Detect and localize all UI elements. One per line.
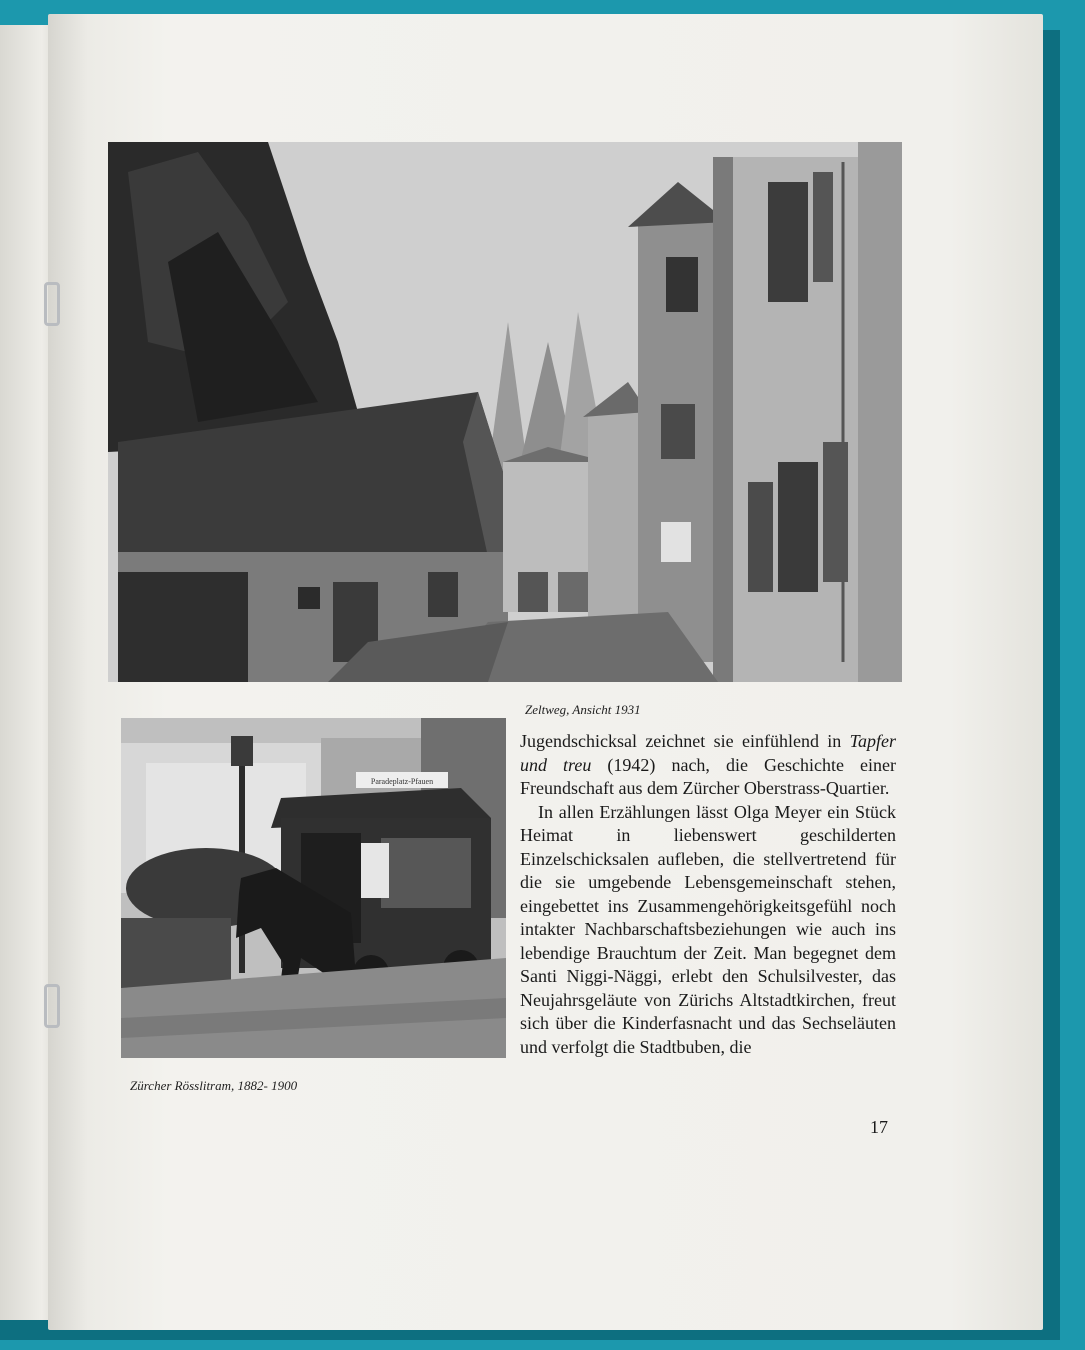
- page-number: 17: [870, 1117, 888, 1137]
- paragraph-1-lead: Jugendschicksal zeichnet sie einfühlend in: [520, 731, 850, 751]
- body-text: [520, 730, 896, 1059]
- book-title: Tapfer und treu: [520, 731, 896, 775]
- paragraph-1-rest: (1942) nach, die Geschichte einer Freundschaft aus dem Zürcher Oberstrass-Quartier.: [520, 754, 896, 798]
- tram-destination-sign: Paradeplatz-Pfauen: [370, 777, 434, 786]
- paragraph-1: [520, 730, 896, 801]
- horse-tram-photo: [121, 718, 506, 1058]
- staple-bottom: [44, 984, 60, 1028]
- staple-top: [44, 282, 60, 326]
- zeltweg-photo: [108, 142, 902, 682]
- paragraph-2: In allen Erzählungen lässt Olga Meyer ein Stück Heimat in liebenswert geschilderten Einzelschicksalen aufleben, die stellvertretend für die sie umgebende Lebensgemeinschaft stehen, eingebettet ins Zusammengehörigkeitsgefühl noch intakter Nachbarschaftsbeziehungen wie auch ins lebendige Brauchtum der Zeit. Man begegnet dem Santi Niggi-Näggi, erlebt den Schulsilvester, das Neujahrsgeläute von Zürichs Altstadtkirchen, freut sich über die Kinderfasnacht und das Sechseläuten und verfolgt die Stadtbuben, die: [520, 801, 896, 1057]
- caption-bottom-photo: Zürcher Rösslitram, 1882- 1900: [130, 1078, 298, 1093]
- caption-top-photo: Zeltweg, Ansicht 1931: [525, 702, 641, 717]
